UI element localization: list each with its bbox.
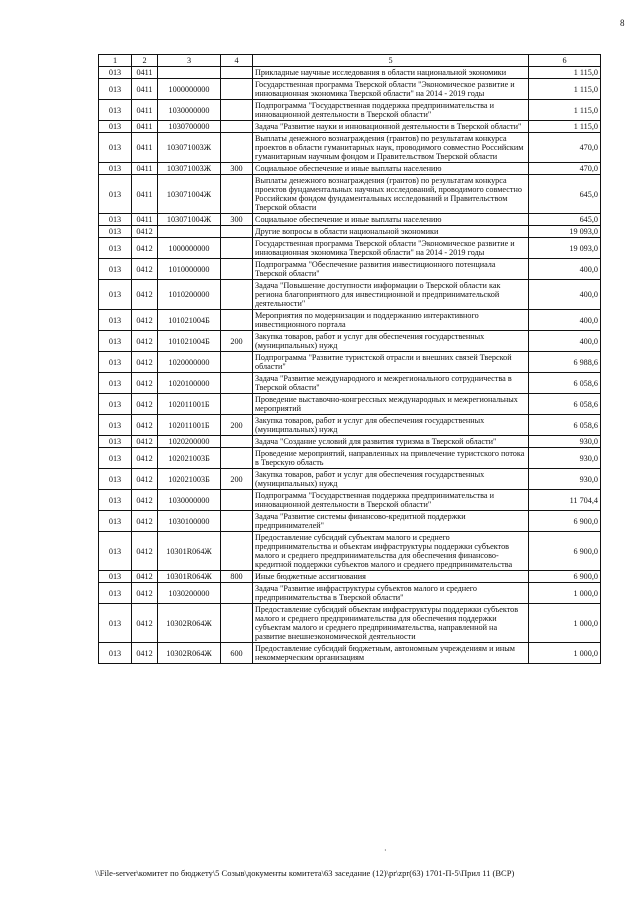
table-row bbox=[99, 448, 601, 469]
page-number: 8 bbox=[620, 18, 625, 28]
cell-section-code: 0412 bbox=[132, 469, 158, 490]
cell-admin-code: 013 bbox=[99, 571, 132, 583]
cell-description: Прикладные научные исследования в области национальной экономики bbox=[253, 67, 529, 79]
cell-expense-type bbox=[221, 448, 253, 469]
cell-admin-code: 013 bbox=[99, 67, 132, 79]
column-header: 2 bbox=[132, 55, 158, 67]
cell-admin-code: 013 bbox=[99, 121, 132, 133]
table-row bbox=[99, 469, 601, 490]
cell-amount: 6 900,0 bbox=[529, 511, 601, 532]
cell-admin-code: 013 bbox=[99, 133, 132, 163]
cell-target-article: 101021004Б bbox=[158, 310, 221, 331]
cell-admin-code: 013 bbox=[99, 436, 132, 448]
cell-amount: 470,0 bbox=[529, 133, 601, 163]
cell-amount: 6 058,6 bbox=[529, 373, 601, 394]
cell-expense-type bbox=[221, 280, 253, 310]
cell-section-code: 0412 bbox=[132, 532, 158, 571]
cell-expense-type bbox=[221, 238, 253, 259]
cell-section-code: 0412 bbox=[132, 571, 158, 583]
cell-target-article bbox=[158, 67, 221, 79]
cell-admin-code: 013 bbox=[99, 490, 132, 511]
cell-amount: 930,0 bbox=[529, 469, 601, 490]
cell-target-article: 1030700000 bbox=[158, 121, 221, 133]
cell-target-article: 102021003Б bbox=[158, 448, 221, 469]
cell-target-article: 103071004Ж bbox=[158, 175, 221, 214]
cell-admin-code: 013 bbox=[99, 163, 132, 175]
cell-target-article: 10302R064Ж bbox=[158, 604, 221, 643]
cell-description: Закупка товаров, работ и услуг для обеспечения государственных (муниципальных) нужд bbox=[253, 331, 529, 352]
cell-amount: 400,0 bbox=[529, 259, 601, 280]
cell-amount: 19 093,0 bbox=[529, 226, 601, 238]
cell-expense-type bbox=[221, 604, 253, 643]
table-row bbox=[99, 259, 601, 280]
cell-description: Государственная программа Тверской области "Экономическое развитие и инновационная экономика Тверской области" на 2014 - 2019 годы bbox=[253, 238, 529, 259]
cell-amount: 400,0 bbox=[529, 280, 601, 310]
cell-expense-type bbox=[221, 583, 253, 604]
cell-section-code: 0411 bbox=[132, 79, 158, 100]
cell-admin-code: 013 bbox=[99, 100, 132, 121]
cell-expense-type bbox=[221, 67, 253, 79]
scan-dot: · bbox=[384, 846, 387, 855]
cell-expense-type: 300 bbox=[221, 214, 253, 226]
cell-amount: 6 900,0 bbox=[529, 571, 601, 583]
cell-section-code: 0412 bbox=[132, 331, 158, 352]
cell-expense-type bbox=[221, 373, 253, 394]
cell-section-code: 0412 bbox=[132, 373, 158, 394]
cell-description: Подпрограмма "Развитие туристской отрасли и внешних связей Тверской области" bbox=[253, 352, 529, 373]
cell-admin-code: 013 bbox=[99, 373, 132, 394]
cell-amount: 1 000,0 bbox=[529, 583, 601, 604]
cell-amount: 400,0 bbox=[529, 310, 601, 331]
cell-admin-code: 013 bbox=[99, 310, 132, 331]
cell-description: Иные бюджетные ассигнования bbox=[253, 571, 529, 583]
cell-target-article: 1030100000 bbox=[158, 511, 221, 532]
cell-section-code: 0412 bbox=[132, 511, 158, 532]
column-header: 3 bbox=[158, 55, 221, 67]
table-row bbox=[99, 436, 601, 448]
cell-description: Предоставление субсидий объектам инфраструктуры поддержки субъектов малого и среднего предпринимательства для обеспечения поддержки субъектам малого и среднего предпринимательства, направленной на развитие внешнеэкономической деятельности bbox=[253, 604, 529, 643]
cell-expense-type bbox=[221, 259, 253, 280]
budget-table bbox=[98, 54, 601, 664]
cell-expense-type: 200 bbox=[221, 331, 253, 352]
cell-target-article: 1010200000 bbox=[158, 280, 221, 310]
footer-file-path: \\File-server\комитет по бюджету\5 Созыв\документы комитета\63 заседание (12)\pr\zpr(63) 1701-П-5\Прил 11 (ВСР) bbox=[95, 868, 515, 878]
cell-section-code: 0412 bbox=[132, 238, 158, 259]
cell-description: Задача "Повышение доступности информации о Тверской области как региона благоприятного для инвестиционной и предпринимательской деятельности" bbox=[253, 280, 529, 310]
cell-target-article: 1020000000 bbox=[158, 352, 221, 373]
cell-description: Социальное обеспечение и иные выплаты населению bbox=[253, 214, 529, 226]
cell-amount: 1 115,0 bbox=[529, 67, 601, 79]
cell-amount: 930,0 bbox=[529, 436, 601, 448]
cell-expense-type bbox=[221, 310, 253, 331]
cell-expense-type: 800 bbox=[221, 571, 253, 583]
cell-section-code: 0411 bbox=[132, 214, 158, 226]
cell-description: Задача "Развитие инфраструктуры субъектов малого и среднего предпринимательства в Тверской области" bbox=[253, 583, 529, 604]
table-row bbox=[99, 214, 601, 226]
cell-admin-code: 013 bbox=[99, 469, 132, 490]
cell-expense-type: 300 bbox=[221, 163, 253, 175]
cell-expense-type bbox=[221, 532, 253, 571]
cell-target-article bbox=[158, 226, 221, 238]
cell-target-article: 1010000000 bbox=[158, 259, 221, 280]
table-row bbox=[99, 175, 601, 214]
cell-admin-code: 013 bbox=[99, 280, 132, 310]
cell-expense-type bbox=[221, 511, 253, 532]
cell-target-article: 1000000000 bbox=[158, 79, 221, 100]
cell-amount: 645,0 bbox=[529, 214, 601, 226]
cell-target-article: 1030200000 bbox=[158, 583, 221, 604]
cell-expense-type: 600 bbox=[221, 643, 253, 664]
cell-target-article: 102011001Б bbox=[158, 415, 221, 436]
table-row bbox=[99, 331, 601, 352]
table-row bbox=[99, 643, 601, 664]
cell-expense-type bbox=[221, 436, 253, 448]
cell-description: Задача "Развитие науки и инновационной деятельности в Тверской области" bbox=[253, 121, 529, 133]
cell-description: Социальное обеспечение и иные выплаты населению bbox=[253, 163, 529, 175]
cell-expense-type bbox=[221, 352, 253, 373]
cell-admin-code: 013 bbox=[99, 604, 132, 643]
cell-description: Выплаты денежного вознаграждения (грантов) по результатам конкурса проектов фундаментальных научных исследований, проводимого совместно Российским фондом фундаментальных исследований и Правительством Тверской области bbox=[253, 175, 529, 214]
table-row bbox=[99, 310, 601, 331]
cell-amount: 11 704,4 bbox=[529, 490, 601, 511]
cell-admin-code: 013 bbox=[99, 532, 132, 571]
cell-amount: 19 093,0 bbox=[529, 238, 601, 259]
table-row bbox=[99, 238, 601, 259]
table-row bbox=[99, 100, 601, 121]
cell-section-code: 0411 bbox=[132, 175, 158, 214]
cell-description: Государственная программа Тверской области "Экономическое развитие и инновационная экономика Тверской области" на 2014 - 2019 годы bbox=[253, 79, 529, 100]
cell-target-article: 1020200000 bbox=[158, 436, 221, 448]
cell-section-code: 0412 bbox=[132, 436, 158, 448]
cell-expense-type: 200 bbox=[221, 469, 253, 490]
cell-target-article: 103071004Ж bbox=[158, 214, 221, 226]
cell-admin-code: 013 bbox=[99, 448, 132, 469]
table-row bbox=[99, 373, 601, 394]
table-row bbox=[99, 511, 601, 532]
table-row bbox=[99, 163, 601, 175]
cell-admin-code: 013 bbox=[99, 226, 132, 238]
cell-section-code: 0411 bbox=[132, 67, 158, 79]
cell-amount: 6 058,6 bbox=[529, 415, 601, 436]
cell-admin-code: 013 bbox=[99, 238, 132, 259]
cell-expense-type bbox=[221, 100, 253, 121]
cell-expense-type bbox=[221, 79, 253, 100]
cell-section-code: 0412 bbox=[132, 643, 158, 664]
table-row bbox=[99, 79, 601, 100]
cell-section-code: 0412 bbox=[132, 604, 158, 643]
cell-amount: 1 115,0 bbox=[529, 121, 601, 133]
cell-section-code: 0412 bbox=[132, 352, 158, 373]
cell-section-code: 0412 bbox=[132, 583, 158, 604]
cell-section-code: 0411 bbox=[132, 121, 158, 133]
cell-section-code: 0412 bbox=[132, 490, 158, 511]
cell-section-code: 0411 bbox=[132, 163, 158, 175]
table-row bbox=[99, 604, 601, 643]
cell-expense-type bbox=[221, 490, 253, 511]
cell-description: Задача "Создание условий для развития туризма в Тверской области" bbox=[253, 436, 529, 448]
cell-description: Подпрограмма "Обеспечение развития инвестиционного потенциала Тверской области" bbox=[253, 259, 529, 280]
cell-description: Проведение выставочно-конгрессных международных и межрегиональных мероприятий bbox=[253, 394, 529, 415]
cell-target-article: 10301R064Ж bbox=[158, 532, 221, 571]
cell-description: Предоставление субсидий субъектам малого и среднего предпринимательства и объектам инфраструктуры поддержки субъектов малого и среднего предпринимательства для обеспечения финансово-кредитной поддержки субъектов малого и среднего предпринимательства bbox=[253, 532, 529, 571]
cell-amount: 930,0 bbox=[529, 448, 601, 469]
table-row bbox=[99, 583, 601, 604]
column-header: 6 bbox=[529, 55, 601, 67]
cell-expense-type bbox=[221, 394, 253, 415]
cell-description: Задача "Развитие системы финансово-кредитной поддержки предпринимателей" bbox=[253, 511, 529, 532]
cell-target-article: 103071003Ж bbox=[158, 133, 221, 163]
cell-target-article: 102011001Б bbox=[158, 394, 221, 415]
cell-section-code: 0412 bbox=[132, 280, 158, 310]
cell-description: Подпрограмма "Государственная поддержка предпринимательства и инновационной деятельности в Тверской области" bbox=[253, 490, 529, 511]
cell-expense-type bbox=[221, 175, 253, 214]
cell-amount: 400,0 bbox=[529, 331, 601, 352]
cell-target-article: 1020100000 bbox=[158, 373, 221, 394]
cell-target-article: 103071003Ж bbox=[158, 163, 221, 175]
cell-section-code: 0411 bbox=[132, 100, 158, 121]
cell-description: Подпрограмма "Государственная поддержка предпринимательства и инновационной деятельности в Тверской области" bbox=[253, 100, 529, 121]
cell-description: Закупка товаров, работ и услуг для обеспечения государственных (муниципальных) нужд bbox=[253, 469, 529, 490]
table-row bbox=[99, 415, 601, 436]
cell-target-article: 1030000000 bbox=[158, 100, 221, 121]
cell-section-code: 0412 bbox=[132, 226, 158, 238]
cell-amount: 1 115,0 bbox=[529, 79, 601, 100]
table-row bbox=[99, 133, 601, 163]
cell-section-code: 0412 bbox=[132, 448, 158, 469]
cell-target-article: 10301R064Ж bbox=[158, 571, 221, 583]
table-row bbox=[99, 352, 601, 373]
cell-section-code: 0412 bbox=[132, 310, 158, 331]
table-row bbox=[99, 394, 601, 415]
cell-amount: 6 988,6 bbox=[529, 352, 601, 373]
cell-expense-type: 200 bbox=[221, 415, 253, 436]
cell-admin-code: 013 bbox=[99, 331, 132, 352]
cell-expense-type bbox=[221, 226, 253, 238]
cell-description: Проведение мероприятий, направленных на привлечение туристского потока в Тверскую область bbox=[253, 448, 529, 469]
cell-admin-code: 013 bbox=[99, 583, 132, 604]
table-row bbox=[99, 532, 601, 571]
cell-target-article: 1030000000 bbox=[158, 490, 221, 511]
cell-admin-code: 013 bbox=[99, 175, 132, 214]
cell-section-code: 0412 bbox=[132, 415, 158, 436]
table-row bbox=[99, 67, 601, 79]
cell-target-article: 102021003Б bbox=[158, 469, 221, 490]
cell-admin-code: 013 bbox=[99, 643, 132, 664]
table-row bbox=[99, 226, 601, 238]
cell-target-article: 101021004Б bbox=[158, 331, 221, 352]
cell-amount: 6 058,6 bbox=[529, 394, 601, 415]
cell-description: Закупка товаров, работ и услуг для обеспечения государственных (муниципальных) нужд bbox=[253, 415, 529, 436]
cell-amount: 1 115,0 bbox=[529, 100, 601, 121]
cell-amount: 1 000,0 bbox=[529, 643, 601, 664]
column-header: 4 bbox=[221, 55, 253, 67]
cell-expense-type bbox=[221, 121, 253, 133]
cell-target-article: 1000000000 bbox=[158, 238, 221, 259]
cell-section-code: 0411 bbox=[132, 133, 158, 163]
cell-description: Задача "Развитие международного и межрегионального сотрудничества в Тверской области" bbox=[253, 373, 529, 394]
cell-description: Предоставление субсидий бюджетным, автономным учреждениям и иным некоммерческим организациям bbox=[253, 643, 529, 664]
cell-admin-code: 013 bbox=[99, 511, 132, 532]
table-row bbox=[99, 280, 601, 310]
table-row bbox=[99, 571, 601, 583]
cell-admin-code: 013 bbox=[99, 415, 132, 436]
cell-amount: 1 000,0 bbox=[529, 604, 601, 643]
cell-section-code: 0412 bbox=[132, 394, 158, 415]
cell-target-article: 10302R064Ж bbox=[158, 643, 221, 664]
cell-amount: 6 900,0 bbox=[529, 532, 601, 571]
cell-admin-code: 013 bbox=[99, 79, 132, 100]
cell-admin-code: 013 bbox=[99, 352, 132, 373]
cell-description: Другие вопросы в области национальной экономики bbox=[253, 226, 529, 238]
cell-admin-code: 013 bbox=[99, 214, 132, 226]
cell-expense-type bbox=[221, 133, 253, 163]
cell-admin-code: 013 bbox=[99, 259, 132, 280]
cell-amount: 470,0 bbox=[529, 163, 601, 175]
cell-amount: 645,0 bbox=[529, 175, 601, 214]
cell-description: Мероприятия по модернизации и поддержанию интерактивного инвестиционного портала bbox=[253, 310, 529, 331]
cell-admin-code: 013 bbox=[99, 394, 132, 415]
column-header: 1 bbox=[99, 55, 132, 67]
table-row bbox=[99, 490, 601, 511]
column-header: 5 bbox=[253, 55, 529, 67]
table-header-row bbox=[99, 55, 601, 67]
cell-description: Выплаты денежного вознаграждения (грантов) по результатам конкурса проектов в области гуманитарных наук, проводимого совместно Российским гуманитарным научным фондом и Правительством Тверской области bbox=[253, 133, 529, 163]
cell-section-code: 0412 bbox=[132, 259, 158, 280]
table-row bbox=[99, 121, 601, 133]
